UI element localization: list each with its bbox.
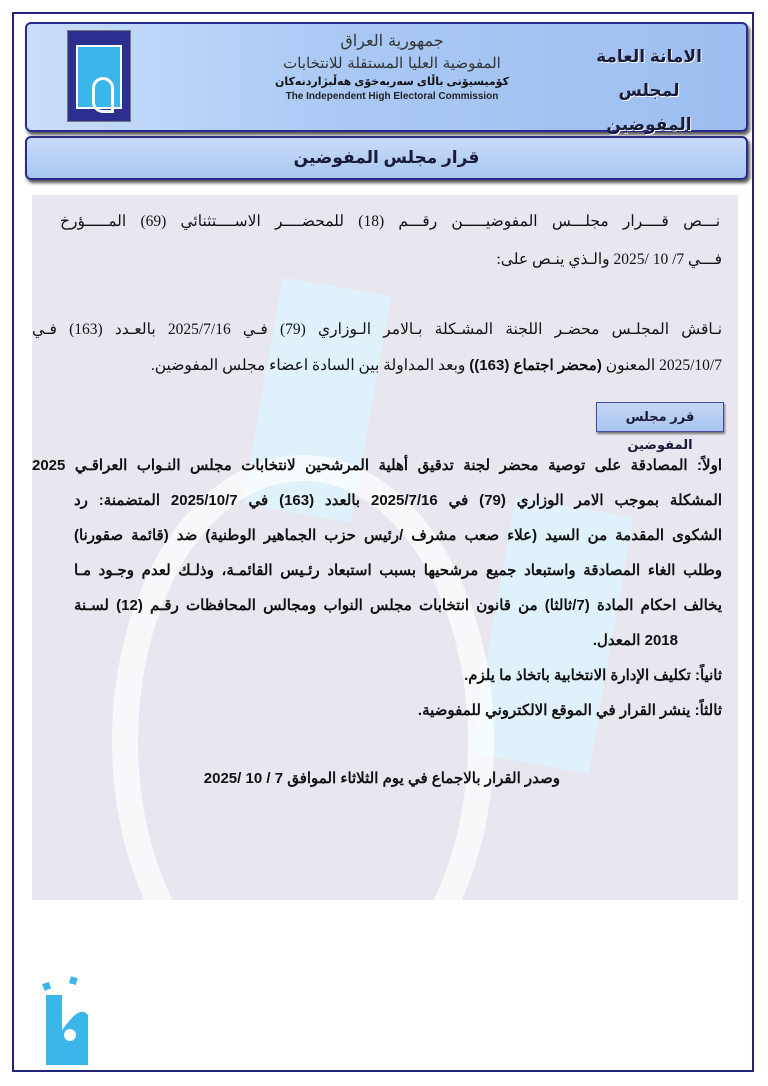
org-kurdish-name: كۆمیسیۆنی باڵای سەربەخۆی هەڵبژاردنەکان — [275, 76, 509, 88]
decision-first-line: يخالف احكام المادة (7/ثالثا) من قانون انتخابات مجلس النواب ومجالس المحافظات رقـم (12) لسـنة — [74, 597, 722, 614]
footer-logo-icon — [40, 975, 92, 1070]
closing-statement: وصدر القرار بالاجماع في يوم الثلاثاء الموافق 7 / 10 /2025 — [203, 770, 560, 787]
decision-second: ثانياً: تكليف الإدارة الانتخابية باتخاذ ما يلزم. — [464, 667, 722, 684]
decision-badge: قرر مجلس المفوضين — [596, 402, 724, 432]
dept-line1: الامانة العامة — [596, 47, 702, 66]
org-arabic-name: المفوضية العليا المستقلة للانتخابات — [283, 54, 501, 72]
intro-line-1: نـــص قــــرار مجلـــس المفوضيـــــن رقـــم (18) للمحضــــر الاســــتثنائي (69) المـــــؤرخ — [60, 213, 721, 230]
decision-first-line: وطلب الغاء المصادقة واستبعاد جميع مرشحيها بسبب استبعاد رئـيس القائمـة، وذلـك لعدم وجـود مـا — [74, 562, 722, 579]
department — [574, 40, 724, 142]
meeting-reference: (محضر اجتماع (163)) — [469, 357, 602, 374]
decision-first-line: اولاً: المصادقة على توصية محضر لجنة تدقيق أهلية المرشحين لانتخابات مجلس النـواب العراقـي 2025 — [32, 457, 722, 474]
text: وبعد المداولة بين السادة اعضاء مجلس المفوضين. — [150, 357, 470, 374]
org-country: جمهورية العراق — [340, 31, 444, 50]
commission-logo — [67, 30, 131, 122]
text: 2025/10/7 المعنون — [601, 357, 722, 374]
organization-name — [222, 30, 562, 104]
org-english-name: The Independent High Electoral Commission — [285, 91, 499, 102]
letterhead — [25, 22, 748, 132]
document-body — [32, 195, 738, 900]
intro-line-2: فـــي 7/ 10 /2025 والـذي ينـص على: — [496, 251, 722, 268]
decision-first-line: الشكوى المقدمة من السيد (علاء صعب مشرف /رئيس حزب الجماهير الوطنية) ضد (قائمة صقورنا) — [74, 527, 722, 544]
document-title: قرار مجلس المفوضين — [25, 136, 748, 180]
decision-third: ثالثاً: ينشر القرار في الموقع الالكتروني للمفوضية. — [417, 702, 722, 719]
decision-first-line: 2018 المعدل. — [592, 632, 678, 649]
discussion-line-1: نـاقش المجلـس محضـر اللجنة المشـكلة بـالامر الـوزاري (79) فـي 2025/7/16 بالعـدد (163) فـي — [32, 321, 723, 338]
decision-first-line: المشكلة بموجب الامر الوزاري (79) في 2025/7/16 بالعدد (163) في 2025/10/7 المتضمنة: رد — [74, 492, 723, 509]
watermark-arc — [112, 455, 494, 900]
dept-line2: لمجلس المفوضين — [606, 81, 692, 134]
discussion-line-2 — [151, 356, 722, 376]
